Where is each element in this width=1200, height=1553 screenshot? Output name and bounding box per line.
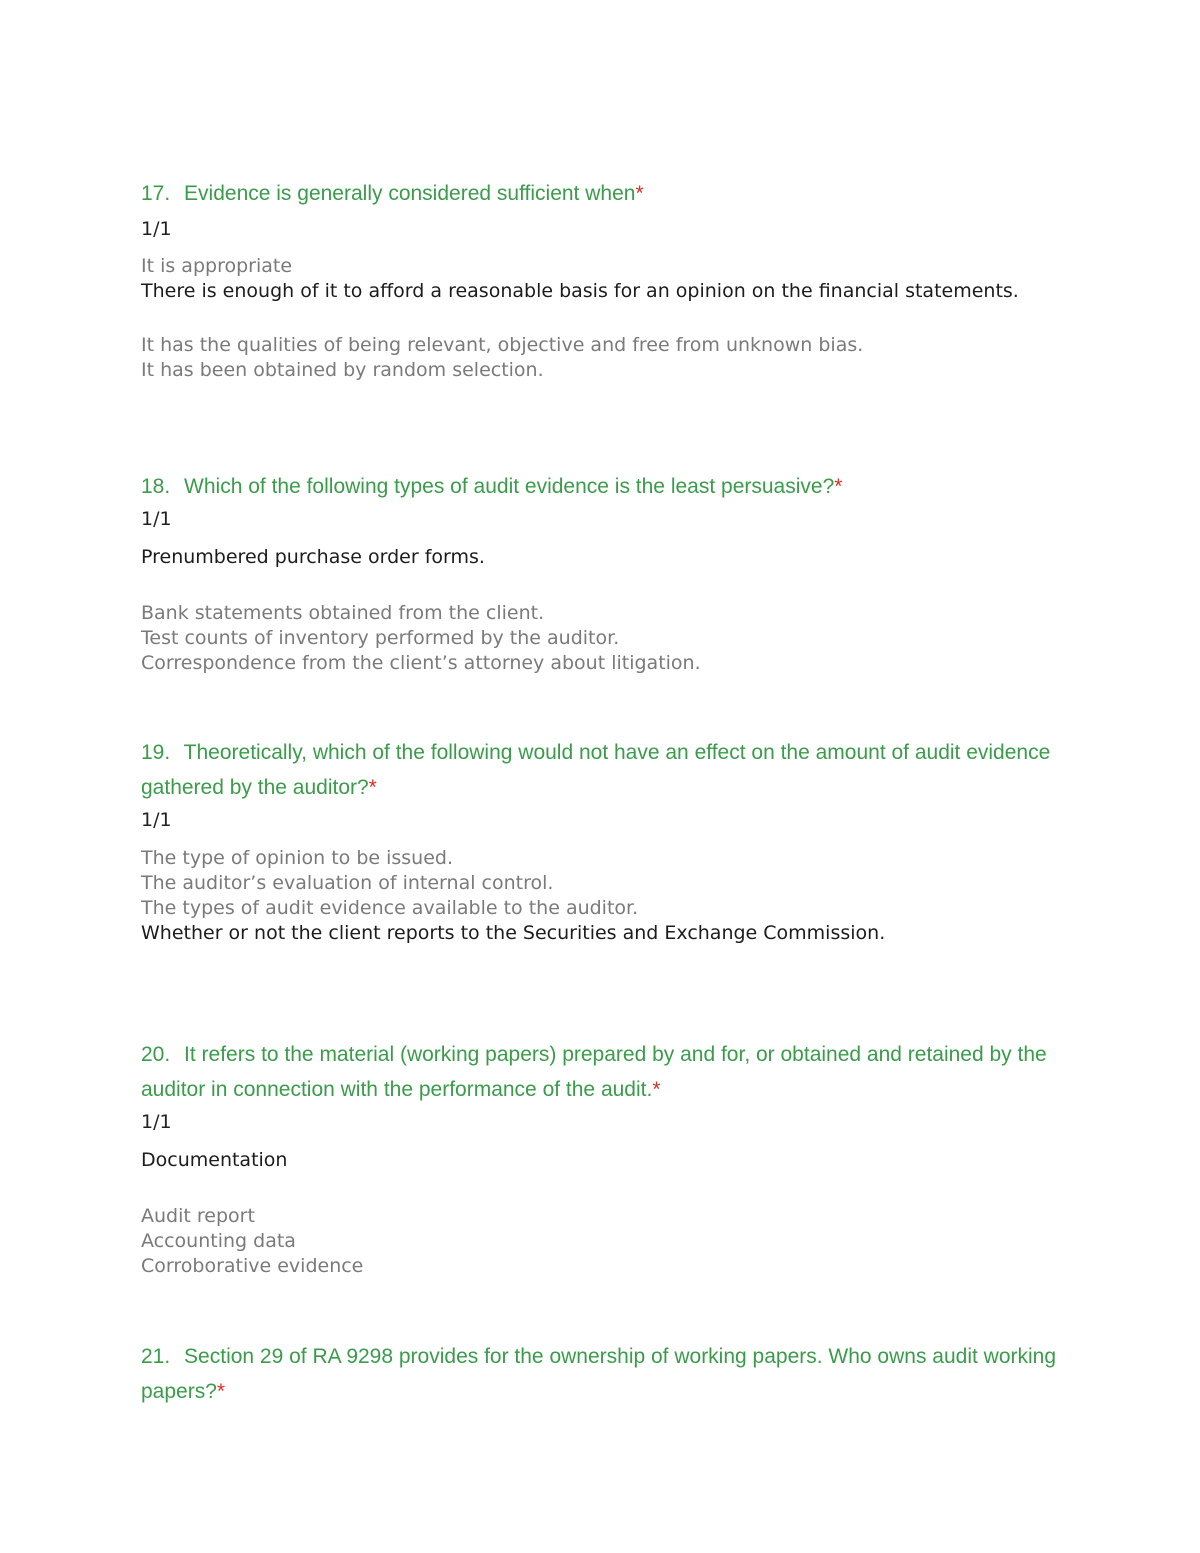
required-mark: * bbox=[368, 776, 377, 799]
required-mark: * bbox=[652, 1078, 661, 1101]
question-title bbox=[141, 469, 1081, 504]
question-text: Theoretically, which of the following would not have an effect on the amount of audit evidence gathered by the auditor? bbox=[141, 741, 1051, 799]
question-number: 18. bbox=[141, 475, 171, 498]
answer-option: Corroborative evidence bbox=[141, 1255, 364, 1277]
question-score: 1/1 bbox=[141, 218, 172, 240]
answer-option-selected: Prenumbered purchase order forms. bbox=[141, 546, 485, 568]
required-mark: * bbox=[834, 475, 843, 498]
question-text: It refers to the material (working papers) prepared by and for, or obtained and retained by the auditor in connection with the performance of the audit. bbox=[141, 1043, 1047, 1101]
question-number: 20. bbox=[141, 1043, 171, 1066]
answer-option: Bank statements obtained from the client. bbox=[141, 602, 545, 624]
answer-option-selected: There is enough of it to afford a reasonable basis for an opinion on the financial statements. bbox=[141, 280, 1019, 302]
question-17 bbox=[141, 176, 1081, 383]
question-20 bbox=[141, 1037, 1081, 1279]
question-title bbox=[141, 1339, 1081, 1409]
question-title bbox=[141, 176, 1081, 211]
question-text: Evidence is generally considered sufficient when bbox=[184, 182, 636, 205]
answer-option: It has been obtained by random selection. bbox=[141, 359, 544, 381]
required-mark: * bbox=[635, 182, 644, 205]
answer-option: Correspondence from the client’s attorney about litigation. bbox=[141, 652, 701, 674]
question-text: Section 29 of RA 9298 provides for the ownership of working papers. Who owns audit working papers? bbox=[141, 1345, 1057, 1403]
answer-option: Audit report bbox=[141, 1205, 255, 1227]
question-score: 1/1 bbox=[141, 508, 172, 530]
answer-option: The type of opinion to be issued. bbox=[141, 847, 454, 869]
answer-option: It is appropriate bbox=[141, 255, 293, 277]
answer-option: The auditor’s evaluation of internal control. bbox=[141, 872, 554, 894]
answer-option: Accounting data bbox=[141, 1230, 296, 1252]
question-title bbox=[141, 735, 1081, 805]
answer-option-selected: Whether or not the client reports to the Securities and Exchange Commission. bbox=[141, 922, 886, 944]
answer-option: Test counts of inventory performed by the auditor. bbox=[141, 627, 620, 649]
question-21 bbox=[141, 1339, 1081, 1409]
answer-option: The types of audit evidence available to the auditor. bbox=[141, 897, 639, 919]
question-number: 19. bbox=[141, 741, 171, 764]
question-text: Which of the following types of audit evidence is the least persuasive? bbox=[184, 475, 835, 498]
question-number: 21. bbox=[141, 1345, 171, 1368]
required-mark: * bbox=[216, 1380, 226, 1403]
question-19 bbox=[141, 735, 1081, 946]
answer-option-selected: Documentation bbox=[141, 1149, 288, 1171]
question-number: 17. bbox=[141, 182, 171, 205]
answer-option: It has the qualities of being relevant, objective and free from unknown bias. bbox=[141, 334, 864, 356]
question-title bbox=[141, 1037, 1081, 1107]
question-score: 1/1 bbox=[141, 1111, 172, 1133]
question-score: 1/1 bbox=[141, 809, 172, 831]
question-18 bbox=[141, 469, 1081, 676]
